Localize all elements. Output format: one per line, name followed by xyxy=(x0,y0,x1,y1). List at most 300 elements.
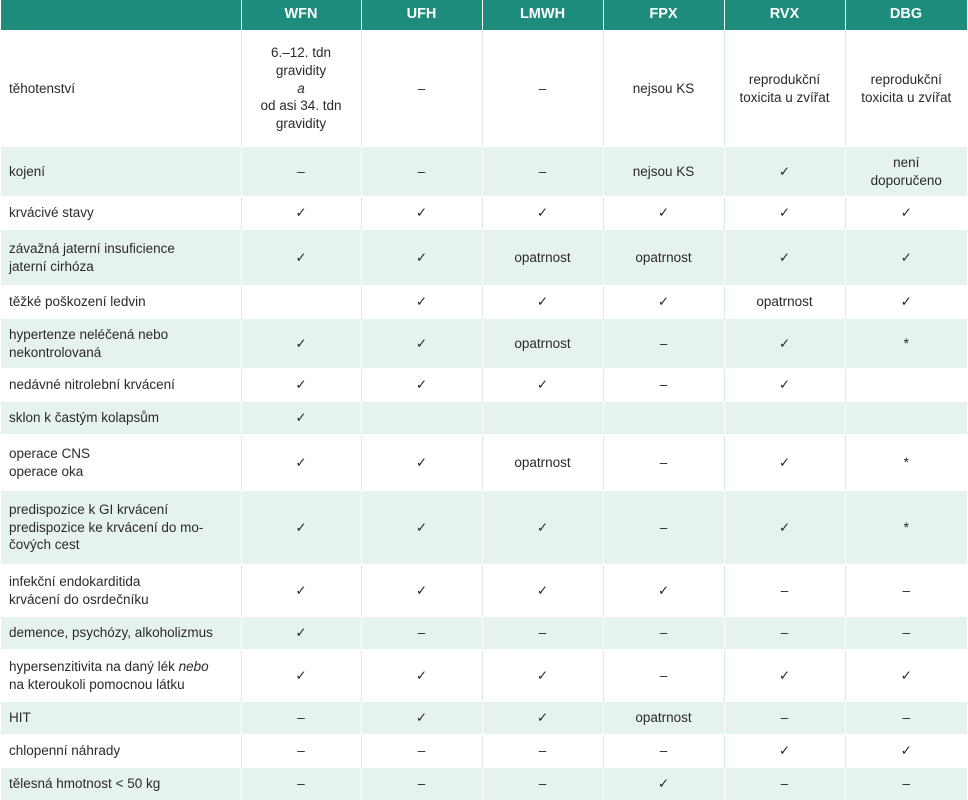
table-row xyxy=(1,617,967,650)
row-label-line: čových cest xyxy=(9,537,80,553)
table-row xyxy=(1,735,967,768)
cell-line xyxy=(854,71,960,89)
cell-wfn xyxy=(241,319,361,369)
text-run: na kteroukoli pomocnou látku xyxy=(9,676,185,692)
cell-lmwh xyxy=(482,147,603,197)
text-run: ✓ xyxy=(415,335,428,351)
cell-line xyxy=(250,454,353,472)
cell-line xyxy=(250,376,353,394)
cell-dbg xyxy=(845,702,967,735)
cell-line xyxy=(733,293,837,311)
cell-line xyxy=(491,376,595,394)
row-label xyxy=(1,768,241,800)
cell-line xyxy=(612,624,716,642)
cell-line xyxy=(370,454,474,472)
text-run: – xyxy=(538,80,547,96)
cell-wfn xyxy=(241,491,361,565)
cell-line xyxy=(612,742,716,760)
cell-dbg xyxy=(845,768,967,800)
row-label xyxy=(1,702,241,735)
cell-line xyxy=(733,335,837,353)
cell-lmwh xyxy=(482,197,603,230)
text-run: ✓ xyxy=(778,743,791,759)
row-label-line: operace CNS xyxy=(9,445,91,461)
cell-line xyxy=(854,582,960,600)
cell-rvx xyxy=(724,197,845,230)
cell-line xyxy=(733,582,837,600)
table-row xyxy=(1,402,967,435)
cell-line xyxy=(612,293,716,311)
cell-line xyxy=(854,742,960,760)
text-run: – xyxy=(902,625,910,641)
header-fpx: FPX xyxy=(603,0,724,31)
row-label xyxy=(1,735,241,768)
cell-line xyxy=(854,709,960,727)
table-row xyxy=(1,147,967,197)
cell-dbg xyxy=(845,286,967,319)
text-run: ✓ xyxy=(415,519,428,535)
cell-line xyxy=(250,163,353,181)
text-run: opatrnost xyxy=(635,710,692,726)
text-run: ✓ xyxy=(415,454,428,470)
text-run: ✓ xyxy=(295,377,307,393)
cell-line xyxy=(250,44,353,62)
text-run: – xyxy=(297,710,305,726)
cell-line xyxy=(733,163,837,181)
cell-line xyxy=(733,742,837,760)
cell-wfn xyxy=(241,147,361,197)
cell-dbg xyxy=(845,230,967,286)
row-label-line: jaterní cirhóza xyxy=(9,258,94,274)
text-run: gravidity xyxy=(275,116,327,132)
row-label-line: kojení xyxy=(9,163,46,179)
cell-wfn xyxy=(241,286,361,319)
text-run: – xyxy=(417,625,426,641)
cell-rvx xyxy=(724,617,845,650)
text-run: – xyxy=(780,582,789,598)
cell-line xyxy=(612,376,716,394)
text-run: – xyxy=(659,625,668,641)
text-run: – xyxy=(297,743,305,759)
cell-fpx xyxy=(603,319,724,369)
text-run: nejsou KS xyxy=(632,80,695,96)
text-run: opatrnost xyxy=(514,335,571,351)
cell-rvx xyxy=(724,402,845,435)
cell-fpx xyxy=(603,435,724,491)
cell-lmwh xyxy=(482,369,603,402)
text-run: ✓ xyxy=(657,205,670,221)
cell-line xyxy=(250,80,353,98)
text-run: ✓ xyxy=(778,519,791,535)
cell-line xyxy=(370,582,474,600)
cell-lmwh xyxy=(482,735,603,768)
cell-line xyxy=(250,624,353,642)
cell-rvx xyxy=(724,286,845,319)
cell-line xyxy=(854,519,960,537)
cell-ufh xyxy=(361,435,482,491)
row-label-line: nekontrolovaná xyxy=(9,344,102,360)
cell-line xyxy=(250,409,353,427)
cell-line xyxy=(733,775,837,793)
cell-wfn xyxy=(241,230,361,286)
row-label-line xyxy=(9,676,233,694)
cell-line xyxy=(612,204,716,222)
cell-line xyxy=(733,454,837,472)
cell-line xyxy=(250,775,353,793)
cell-rvx xyxy=(724,650,845,702)
cell-fpx xyxy=(603,402,724,435)
cell-line xyxy=(854,667,960,685)
cell-dbg xyxy=(845,402,967,435)
text-run: ✓ xyxy=(778,667,791,683)
text-run: – xyxy=(297,163,305,179)
text-run: – xyxy=(417,80,426,96)
text-run: ✓ xyxy=(900,294,912,310)
text-run: – xyxy=(297,775,305,791)
cell-dbg xyxy=(845,147,967,197)
text-run: * xyxy=(903,335,909,351)
cell-lmwh xyxy=(482,768,603,800)
cell-line xyxy=(854,154,960,172)
text-run: ✓ xyxy=(295,454,307,470)
table-row xyxy=(1,435,967,491)
text-run: 6.–12. tdn xyxy=(270,44,332,60)
row-label xyxy=(1,617,241,650)
cell-line xyxy=(491,775,595,793)
cell-rvx xyxy=(724,319,845,369)
row-label-line: těžké poškození ledvin xyxy=(9,294,146,310)
row-label xyxy=(1,650,241,702)
text-run: hypersenzitivita na daný lék xyxy=(9,658,179,674)
cell-line xyxy=(250,582,353,600)
text-run: ✓ xyxy=(900,249,912,265)
cell-rvx xyxy=(724,702,845,735)
cell-line xyxy=(250,742,353,760)
cell-ufh xyxy=(361,31,482,147)
text-run: nejsou KS xyxy=(632,163,695,179)
cell-line xyxy=(250,115,353,133)
cell-wfn xyxy=(241,435,361,491)
cell-line xyxy=(250,204,353,222)
table-row xyxy=(1,369,967,402)
text-run: – xyxy=(659,377,668,393)
cell-wfn xyxy=(241,768,361,800)
cell-line xyxy=(250,62,353,80)
row-label-line xyxy=(9,658,233,676)
row-label xyxy=(1,565,241,617)
cell-line xyxy=(733,89,837,107)
text-run: ✓ xyxy=(295,519,307,535)
cell-ufh xyxy=(361,147,482,197)
cell-line xyxy=(491,742,595,760)
row-label-line: závažná jaterní insuficience xyxy=(9,240,175,256)
header-dbg: DBG xyxy=(845,0,967,31)
cell-fpx xyxy=(603,702,724,735)
cell-lmwh xyxy=(482,650,603,702)
table-row xyxy=(1,230,967,286)
cell-line xyxy=(612,667,716,685)
text-run: – xyxy=(417,163,426,179)
cell-line xyxy=(854,204,960,222)
cell-lmwh xyxy=(482,230,603,286)
cell-line xyxy=(733,519,837,537)
text-run: – xyxy=(538,743,547,759)
text-run: nebo xyxy=(178,658,209,674)
cell-line xyxy=(612,80,716,98)
cell-rvx xyxy=(724,369,845,402)
text-run: ✓ xyxy=(415,294,428,310)
text-run: ✓ xyxy=(415,205,428,221)
cell-rvx xyxy=(724,31,845,147)
table-row xyxy=(1,491,967,565)
text-run: ✓ xyxy=(778,205,791,221)
text-run: ✓ xyxy=(778,163,791,179)
cell-dbg xyxy=(845,197,967,230)
cell-line xyxy=(733,249,837,267)
text-run: ✓ xyxy=(415,667,428,683)
row-label xyxy=(1,197,241,230)
text-run: od asi 34. tdn xyxy=(260,98,342,114)
cell-wfn xyxy=(241,702,361,735)
cell-wfn xyxy=(241,197,361,230)
cell-rvx xyxy=(724,735,845,768)
text-run: * xyxy=(903,454,909,470)
cell-ufh xyxy=(361,565,482,617)
cell-line xyxy=(612,582,716,600)
text-run: opatrnost xyxy=(635,249,692,265)
cell-line xyxy=(612,709,716,727)
text-run: ✓ xyxy=(536,582,549,598)
row-label xyxy=(1,402,241,435)
text-run: ✓ xyxy=(415,710,428,726)
text-run: ✓ xyxy=(295,249,307,265)
row-label-line: predispozice ke krvácení do mo- xyxy=(9,519,204,535)
cell-line xyxy=(854,89,960,107)
cell-rvx xyxy=(724,147,845,197)
cell-line xyxy=(370,775,474,793)
cell-lmwh xyxy=(482,617,603,650)
cell-fpx xyxy=(603,617,724,650)
header-corner xyxy=(1,0,241,31)
row-label-line: chlopenní náhrady xyxy=(9,743,121,759)
text-run: ✓ xyxy=(657,582,670,598)
cell-line xyxy=(612,775,716,793)
cell-line xyxy=(250,97,353,115)
cell-line xyxy=(370,249,474,267)
cell-line xyxy=(854,775,960,793)
cell-line xyxy=(491,709,595,727)
text-run: ✓ xyxy=(778,454,791,470)
row-label xyxy=(1,286,241,319)
cell-wfn xyxy=(241,565,361,617)
text-run: opatrnost xyxy=(756,294,813,310)
cell-line xyxy=(854,624,960,642)
text-run: není xyxy=(893,154,920,170)
cell-line xyxy=(854,249,960,267)
text-run: – xyxy=(417,743,426,759)
cell-lmwh xyxy=(482,402,603,435)
header-wfn: WFN xyxy=(241,0,361,31)
cell-dbg xyxy=(845,565,967,617)
text-run: ✓ xyxy=(295,410,307,426)
row-label-line: sklon k častým kolapsům xyxy=(9,410,160,426)
cell-fpx xyxy=(603,230,724,286)
cell-rvx xyxy=(724,565,845,617)
cell-lmwh xyxy=(482,435,603,491)
text-run: ✓ xyxy=(900,205,912,221)
row-label-line: HIT xyxy=(9,710,31,726)
cell-ufh xyxy=(361,617,482,650)
cell-fpx xyxy=(603,197,724,230)
cell-line xyxy=(491,582,595,600)
row-label xyxy=(1,230,241,286)
text-run: a xyxy=(297,80,305,96)
text-run: – xyxy=(659,667,668,683)
cell-lmwh xyxy=(482,702,603,735)
row-label xyxy=(1,147,241,197)
cell-line xyxy=(370,163,474,181)
cell-line xyxy=(733,709,837,727)
text-run: ✓ xyxy=(415,377,428,393)
text-run: reprodukční xyxy=(870,71,942,87)
row-label xyxy=(1,369,241,402)
cell-line xyxy=(370,519,474,537)
cell-line xyxy=(612,454,716,472)
text-run: ✓ xyxy=(657,294,670,310)
table-row xyxy=(1,197,967,230)
row-label-line: nedávné nitrolební krvácení xyxy=(9,377,175,393)
text-run: – xyxy=(538,163,547,179)
row-label xyxy=(1,435,241,491)
cell-line xyxy=(491,335,595,353)
text-run: ✓ xyxy=(295,335,307,351)
cell-wfn xyxy=(241,735,361,768)
row-label-line: predispozice k GI krvácení xyxy=(9,501,169,517)
text-run: ✓ xyxy=(900,743,912,759)
cell-line xyxy=(733,376,837,394)
cell-ufh xyxy=(361,319,482,369)
text-run: – xyxy=(538,775,547,791)
cell-fpx xyxy=(603,491,724,565)
cell-line xyxy=(250,335,353,353)
cell-line xyxy=(612,335,716,353)
text-run: ✓ xyxy=(415,249,428,265)
cell-line xyxy=(370,376,474,394)
cell-wfn xyxy=(241,617,361,650)
contraindications-table xyxy=(1,0,968,800)
row-label-line: hypertenze neléčená nebo xyxy=(9,326,169,342)
cell-ufh xyxy=(361,402,482,435)
cell-lmwh xyxy=(482,31,603,147)
cell-line xyxy=(370,80,474,98)
text-run: ✓ xyxy=(295,205,307,221)
cell-line xyxy=(491,204,595,222)
cell-line xyxy=(854,293,960,311)
cell-line xyxy=(733,71,837,89)
table-row xyxy=(1,319,967,369)
text-run: – xyxy=(780,710,789,726)
header-ufh: UFH xyxy=(361,0,482,31)
cell-dbg xyxy=(845,369,967,402)
cell-rvx xyxy=(724,435,845,491)
table-row xyxy=(1,565,967,617)
text-run: opatrnost xyxy=(514,249,571,265)
cell-ufh xyxy=(361,286,482,319)
cell-ufh xyxy=(361,768,482,800)
text-run: gravidity xyxy=(275,62,327,78)
cell-dbg xyxy=(845,650,967,702)
text-run: ✓ xyxy=(536,710,549,726)
text-run: – xyxy=(902,775,910,791)
cell-line xyxy=(370,204,474,222)
text-run: ✓ xyxy=(536,667,549,683)
cell-line xyxy=(370,742,474,760)
cell-ufh xyxy=(361,491,482,565)
cell-line xyxy=(491,249,595,267)
cell-fpx xyxy=(603,565,724,617)
table-row xyxy=(1,286,967,319)
text-run: ✓ xyxy=(536,519,549,535)
text-run: – xyxy=(417,775,426,791)
text-run: – xyxy=(659,335,668,351)
cell-dbg xyxy=(845,31,967,147)
text-run: – xyxy=(659,519,668,535)
row-label xyxy=(1,31,241,147)
cell-rvx xyxy=(724,768,845,800)
text-run: ✓ xyxy=(536,205,549,221)
row-label-line: tělesná hmotnost < 50 kg xyxy=(9,775,161,791)
row-label-line: krvácivé stavy xyxy=(9,205,94,221)
cell-line xyxy=(491,163,595,181)
table-row xyxy=(1,650,967,702)
text-run: * xyxy=(903,519,909,535)
text-run: ✓ xyxy=(295,582,307,598)
cell-dbg xyxy=(845,435,967,491)
cell-line xyxy=(370,667,474,685)
cell-fpx xyxy=(603,286,724,319)
cell-ufh xyxy=(361,230,482,286)
cell-line xyxy=(250,667,353,685)
cell-line xyxy=(733,624,837,642)
table-row xyxy=(1,768,967,800)
cell-line xyxy=(370,624,474,642)
text-run: – xyxy=(780,625,789,641)
cell-fpx xyxy=(603,735,724,768)
row-label xyxy=(1,491,241,565)
text-run: opatrnost xyxy=(514,454,571,470)
text-run: toxicita u zvířat xyxy=(861,89,952,105)
text-run: ✓ xyxy=(778,335,791,351)
cell-ufh xyxy=(361,369,482,402)
cell-fpx xyxy=(603,369,724,402)
cell-line xyxy=(854,335,960,353)
header-lmwh: LMWH xyxy=(482,0,603,31)
cell-ufh xyxy=(361,197,482,230)
header-row xyxy=(1,0,967,31)
text-run: – xyxy=(902,582,910,598)
cell-line xyxy=(612,249,716,267)
cell-fpx xyxy=(603,31,724,147)
row-label-line: těhotenství xyxy=(9,80,76,96)
cell-lmwh xyxy=(482,319,603,369)
cell-line xyxy=(733,204,837,222)
row-label xyxy=(1,319,241,369)
cell-line xyxy=(491,293,595,311)
row-label-line: infekční endokarditida xyxy=(9,573,141,589)
cell-line xyxy=(491,624,595,642)
row-label-line: krvácení do osrdečníku xyxy=(9,591,149,607)
cell-line xyxy=(491,667,595,685)
